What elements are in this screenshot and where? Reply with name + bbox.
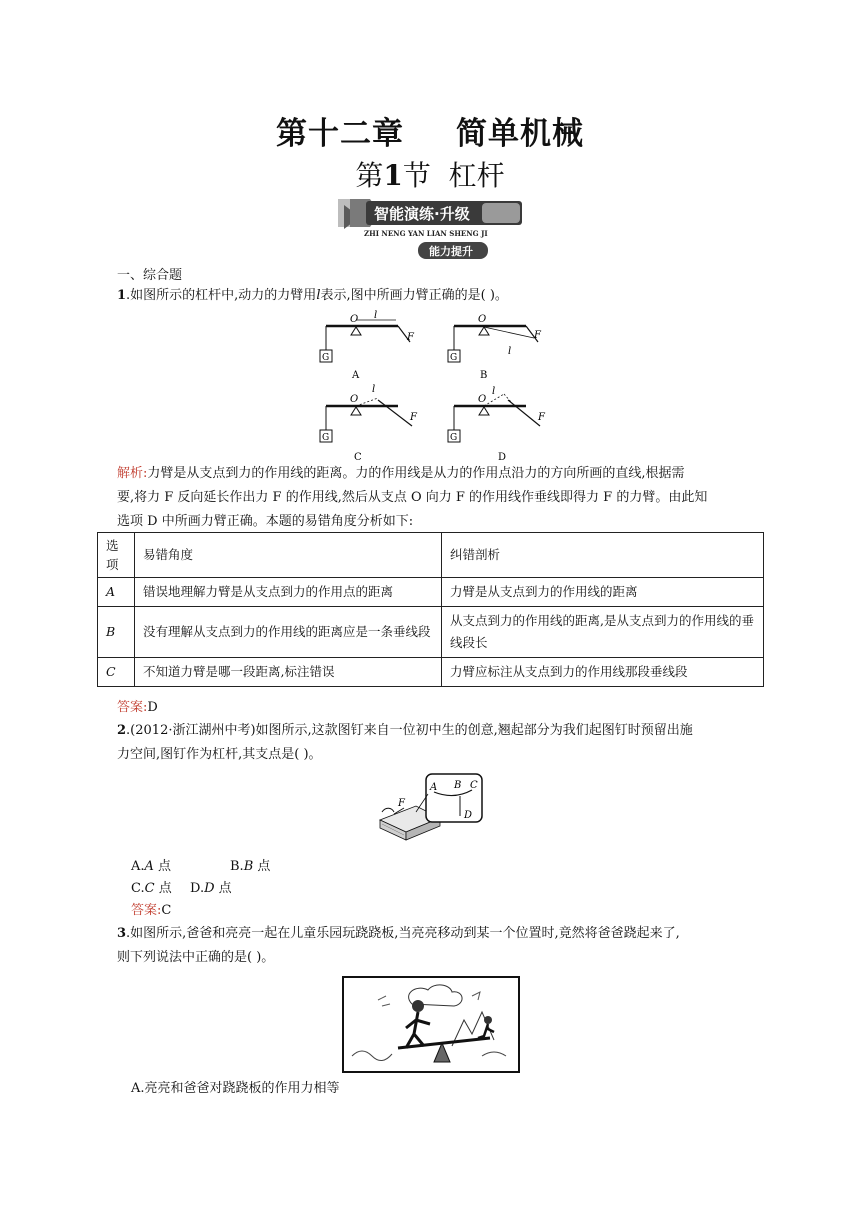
svg-text:l: l [508,346,512,357]
chapter-title [0,108,860,153]
svg-text:F: F [398,798,405,809]
chapter-number: 第十二章 [276,116,404,152]
svg-text:D: D [464,810,473,821]
lever-diagram-d [448,386,546,463]
svg-text:G: G [450,433,458,443]
svg-text:l: l [374,310,378,321]
q1-lever-figure [312,308,548,468]
svg-text:F: F [407,332,414,343]
table-cell: 力臂应标注从支点到力的作用线那段垂线段 [442,658,764,687]
table-cell: 没有理解从支点到力的作用线的距离应是一条垂线段 [135,607,442,658]
svg-text:O: O [350,394,359,405]
table-cell: C [98,658,135,687]
svg-text:G: G [322,433,330,443]
svg-text:A: A [352,370,360,381]
q1-answer: 答案:D [117,700,158,715]
svg-text:G: G [322,353,330,363]
table-cell: B [98,607,135,658]
svg-text:C: C [470,780,478,791]
svg-text:O: O [478,394,487,405]
q3-stem: 3.如图所示,爸爸和亮亮一起在儿童乐园玩跷跷板,当亮亮移动到某一个位置时,竟然将爸爸跷起来了, 则下列说法中正确的是( )。 [117,926,680,965]
svg-text:l: l [372,384,376,395]
table-cell: 力臂是从支点到力的作用线的距离 [442,578,764,607]
q1-analysis: 解析:力臂是从支点到力的作用线的距离。力的作用线是从力的作用点沿力的方向所画的直线,根据需 要,将力 F 反向延长作出力 F 的作用线,然后从支点 O 向力 F 的作用线作垂线即得力 F 的力臂。由此知 选项 D 中所画力臂正确。本题的易错角度分析如下: [117,466,708,529]
table-header-row [98,533,764,578]
chapter-name: 简单机械 [456,116,584,152]
svg-text:B: B [480,370,488,381]
lever-diagram-a [320,310,415,381]
svg-text:D: D [498,452,507,463]
q3-option-a: A.亮亮和爸爸对跷跷板的作用力相等 [131,1081,340,1096]
error-analysis-table [97,532,764,687]
q2-thumbtack-figure [376,772,486,848]
analysis-label: 解析: [117,466,148,481]
q3-seesaw-figure [342,976,520,1077]
table-row [98,658,764,687]
svg-text:l: l [492,386,496,397]
q2-option-a: A.A 点 [131,859,172,874]
table-header-cell: 易错角度 [135,533,442,578]
svg-text:B: B [454,780,462,791]
table-cell: 不知道力臂是哪一段距离,标注错误 [135,658,442,687]
banner-sub-text: 能力提升 [429,245,473,258]
practice-banner-logo [336,195,526,261]
table-row [98,607,764,658]
svg-text:O: O [350,314,359,325]
svg-text:C: C [354,452,362,463]
table-cell: A [98,578,135,607]
svg-text:F: F [534,330,541,341]
table-header-cell: 纠错剖析 [442,533,764,578]
svg-text:G: G [450,353,458,363]
q1-stem: 1.如图所示的杠杆中,动力的力臂用l表示,图中所画力臂正确的是( )。 [117,288,508,303]
q2-option-b: B.B 点 [230,859,271,874]
svg-text:F: F [538,412,545,423]
banner-pinyin: ZHI NENG YAN LIAN SHENG JI [364,229,488,238]
q2-stem: 2.(2012·浙江湖州中考)如图所示,这款图钉来自一位初中生的创意,翘起部分为我们起图钉时预留出施 力空间,图钉作为杠杆,其支点是( )。 [117,723,693,762]
svg-text:O: O [478,314,487,325]
svg-text:A: A [430,782,438,793]
table-cell: 错误地理解力臂是从支点到力的作用点的距离 [135,578,442,607]
q2-option-d: D.D 点 [190,881,232,896]
q2-answer: 答案:C [131,903,172,918]
q2-option-c: C.C 点 [131,881,172,896]
section-title: 第1节 杠杆 [355,159,505,192]
lever-diagram-c [320,384,418,463]
svg-text:F: F [410,412,417,423]
banner-main-text: 智能演练·升级 [374,205,470,223]
lever-diagram-b [448,314,542,381]
table-row [98,578,764,607]
table-header-cell: 选 项 [98,533,135,578]
section-heading: 一、综合题 [117,268,183,283]
table-cell: 从支点到力的作用线的距离,是从支点到力的作用线的垂线段长 [442,607,764,658]
